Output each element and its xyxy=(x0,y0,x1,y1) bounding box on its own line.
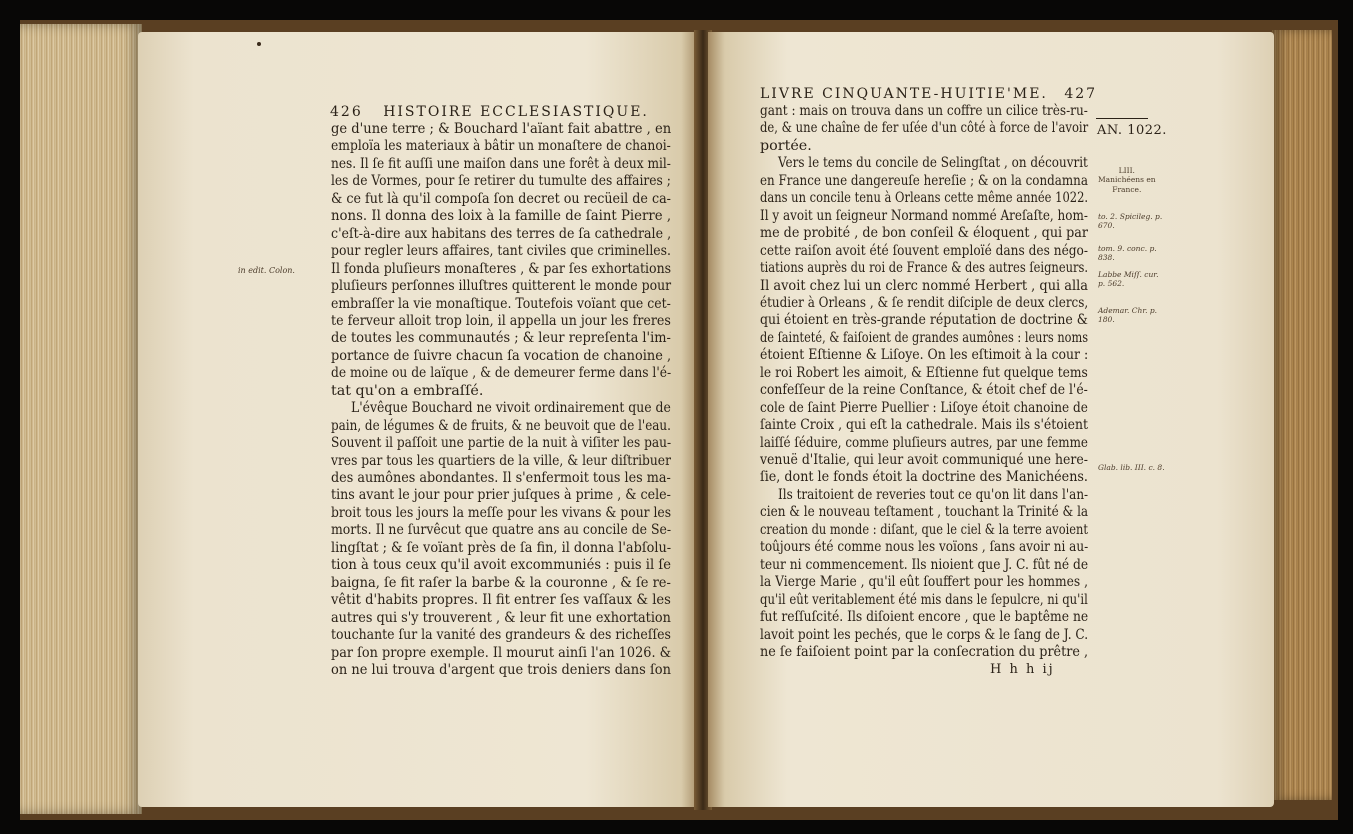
text-line: emploïa les materiaux à bâtir un monaſtere de chanoi- xyxy=(331,138,671,155)
text-line: de, & une chaîne de fer uſée d'un côté à force de l'avoir xyxy=(760,120,1089,137)
text-line: tat qu'on a embraſſé. xyxy=(331,382,484,399)
text-line: teur ni commencement. Ils nioient que J. C. fût né de xyxy=(760,556,1089,573)
text-line: de moine ou de laïque , & de demeurer ferme dans l'é- xyxy=(331,365,672,382)
text-line: laiſſé ſéduire, comme pluſieurs autres, par une femme xyxy=(760,434,1088,451)
text-line: morts. Il ne ſurvêcut que quatre ans au concile de Se- xyxy=(331,522,672,539)
margin-note-line: 670. xyxy=(1098,221,1115,231)
text-line: nons. Il donna des loix à la famille de ſaint Pierre , xyxy=(331,208,672,225)
text-line: de ſainteté, & faiſoient de grandes aumônes : leurs noms xyxy=(760,329,1089,346)
text-line: lingſtat ; & ſe voïant près de ſa fin, il donna l'abſolu- xyxy=(331,539,672,556)
right-running-head xyxy=(760,86,1097,102)
margin-note xyxy=(1098,212,1162,231)
text-line: pour regler leurs affaires, tant civiles que criminelles. xyxy=(331,243,671,260)
text-line: portance de ſuivre chacun ſa vocation de chanoine , xyxy=(331,347,672,364)
text-line: Ils traitoient de reveries tout ce qu'on lit dans l'an- xyxy=(778,486,1089,503)
left-margin-note: in edit. Colon. xyxy=(238,266,295,275)
text-line: Il fonda pluſieurs monaſteres , & par ſes exhortations xyxy=(331,260,672,277)
margin-note xyxy=(1098,166,1156,194)
text-line: gant : mais on trouva dans un coffre un cilice très-ru- xyxy=(760,103,1088,119)
margin-note xyxy=(1098,270,1158,289)
text-line: ne ſe faiſoient point par la conſecration du prêtre , xyxy=(760,643,1089,660)
text-line: ſie, dont le fonds étoit la doctrine des Manichéens. xyxy=(760,469,1088,486)
text-line: te ferveur alloit trop loin, il appella un jour les freres xyxy=(331,312,671,329)
right-page-number: 427 xyxy=(1064,86,1098,102)
text-line: qu'il eût veritablement été mis dans le ſepulcre, ni qu'il xyxy=(760,591,1088,608)
right-page-edges xyxy=(1272,30,1332,800)
margin-note-line: tom. 9. conc. p. xyxy=(1098,244,1157,253)
text-line: tion à tous ceux qu'il avoit excommuniés : puis il ſe xyxy=(331,557,671,574)
text-line: Il avoit chez lui un clerc nommé Herbert , qui alla xyxy=(760,277,1089,294)
text-line: la Vierge Marie , qu'il eût ſouffert pour les hommes , xyxy=(760,574,1088,591)
text-line: cien & le nouveau teſtament , touchant la Trinité & la xyxy=(760,504,1089,521)
left-page-edges xyxy=(20,24,142,814)
text-line: cole de ſaint Pierre Puellier : Liſoye étoit chanoine de xyxy=(760,399,1088,416)
text-line: lavoit point les pechés, que le corps & le ſang de J. C. xyxy=(760,626,1089,643)
text-line: embraſſer la vie monaſtique. Toutefois voïant que cet- xyxy=(331,295,671,312)
margin-note-line: 180. xyxy=(1098,315,1115,325)
text-line: des aumônes abondantes. Il s'enfermoit tous les ma- xyxy=(331,470,671,486)
text-line: tiations auprès du roi de France & des autres ſeigneurs. xyxy=(760,260,1089,277)
year-heading: AN. 1022. xyxy=(1097,123,1167,138)
text-line: creation du monde : diſant, que le ciel & la terre avoient xyxy=(760,521,1088,538)
text-line: portée. xyxy=(760,137,812,154)
text-line: toûjours été comme nous les voïons , ſans avoir ni au- xyxy=(760,539,1089,556)
text-line: ſainte Croix , qui eſt la cathedrale. Mais ils s'étoient xyxy=(760,417,1089,434)
margin-note-line: Ademar. Chr. p. xyxy=(1098,306,1158,315)
margin-note-line: LIII. xyxy=(1118,166,1135,175)
margin-note-line: Manichéens en xyxy=(1098,175,1156,185)
left-running-head xyxy=(330,104,649,120)
margin-note xyxy=(1098,306,1157,325)
text-line: Souvent il paſſoit une partie de la nuit à viſiter les pau- xyxy=(331,435,672,452)
left-page-number: 426 xyxy=(330,104,363,120)
margin-note-line: to. 2. Spicileg. p. xyxy=(1098,212,1163,221)
margin-note-line: France. xyxy=(1112,184,1142,194)
text-line: de toutes les communautés ; & leur repreſenta l'im- xyxy=(331,330,671,347)
margin-note-line: p. 562. xyxy=(1098,279,1125,289)
page-signature: H h h ij xyxy=(990,662,1055,677)
text-line: confeſſeur de la reine Conſtance, & étoit chef de l'é- xyxy=(760,382,1088,399)
text-line: les de Vormes, pour ſe retirer du tumulte des affaires ; xyxy=(331,173,671,190)
text-line: dans un concile tenu à Orleans cette même année 1022. xyxy=(760,190,1089,207)
text-line: qui étoient en très-grande réputation de doctrine & xyxy=(760,312,1088,329)
text-line: fut reſſuſcité. Ils diſoient encore , que le baptême ne xyxy=(760,609,1089,626)
text-line: vêtit d'habits propres. Il fit entrer ſes vaſſaux & les xyxy=(331,592,671,609)
year-rule xyxy=(1096,118,1148,119)
text-line: baigna, ſe fit raſer la barbe & la couronne , & ſe re- xyxy=(331,574,671,591)
left-running-title: HISTOIRE ECCLESIASTIQUE. xyxy=(383,104,649,120)
text-line: tins avant le jour pour prier juſques à prime , & cele- xyxy=(331,487,671,504)
text-line: autres qui s'y trouverent , & leur fit une exhortation xyxy=(331,609,671,626)
text-line: par ſon propre exemple. Il mourut ainſi l'an 1026. & xyxy=(331,644,672,661)
text-line: on ne lui trouva d'argent que trois deniers dans ſon xyxy=(331,661,671,678)
text-line: Il y avoit un ſeigneur Normand nommé Areſaſte, hom- xyxy=(760,207,1088,224)
text-line: L'évêque Bouchard ne vivoit ordinairement que de xyxy=(351,400,671,417)
margin-note-line: 838. xyxy=(1098,253,1115,263)
text-line: nes. Il ſe fit auſſi une maiſon dans une forêt à deux mil- xyxy=(331,155,671,172)
right-running-title: LIVRE CINQUANTE-HUITIE'ME. xyxy=(760,86,1048,102)
text-line: étoient Eſtienne & Liſoye. On les eſtimoit à la cour : xyxy=(760,347,1089,364)
margin-note xyxy=(1098,463,1165,472)
text-line: broit tous les jours la meſſe pour les vivans & pour les xyxy=(331,504,672,521)
margin-note-line: Glab. lib. III. c. 8. xyxy=(1098,463,1165,472)
text-line: pain, de légumes & de fruits, & ne beuvoit que de l'eau. xyxy=(331,417,671,434)
text-line: pluſieurs perſonnes illuſtres quitterent le monde pour xyxy=(331,278,672,295)
margin-note xyxy=(1098,244,1157,263)
text-line: touchante ſur la vanité des grandeurs & des richeſſes xyxy=(331,627,671,644)
text-line: & ce fut là qu'il compoſa ſon decret ou recüeil de ca- xyxy=(331,190,671,207)
text-line: vres par tous les quartiers de la ville, & leur diſtribuer xyxy=(331,452,671,469)
text-line: le roi Robert les aimoit, & Eſtienne fut quelque tems xyxy=(760,364,1088,381)
text-line: ge d'une terre ; & Bouchard l'aïant fait abattre , en xyxy=(331,121,672,137)
margin-note-line: Labbe Miſſ. cur. xyxy=(1098,270,1159,279)
page-stain xyxy=(257,42,261,46)
text-line: Vers le tems du concile de Selingſtat , on découvrit xyxy=(778,155,1088,172)
text-line: cette raiſon avoit été ſouvent emploïé dans des négo- xyxy=(760,242,1088,259)
text-line: c'eſt-à-dire aux habitans des terres de ſa cathedrale , xyxy=(331,225,672,242)
text-line: étudier à Orleans , & ſe rendit diſciple de deux clercs, xyxy=(760,294,1089,311)
text-line: me de probité , de bon conſeil & éloquent , qui par xyxy=(760,225,1088,242)
text-line: venuë d'Italie, qui leur avoit communiqué une here- xyxy=(760,452,1088,468)
text-line: en France une dangereuſe hereſie ; & on la condamna xyxy=(760,172,1088,189)
